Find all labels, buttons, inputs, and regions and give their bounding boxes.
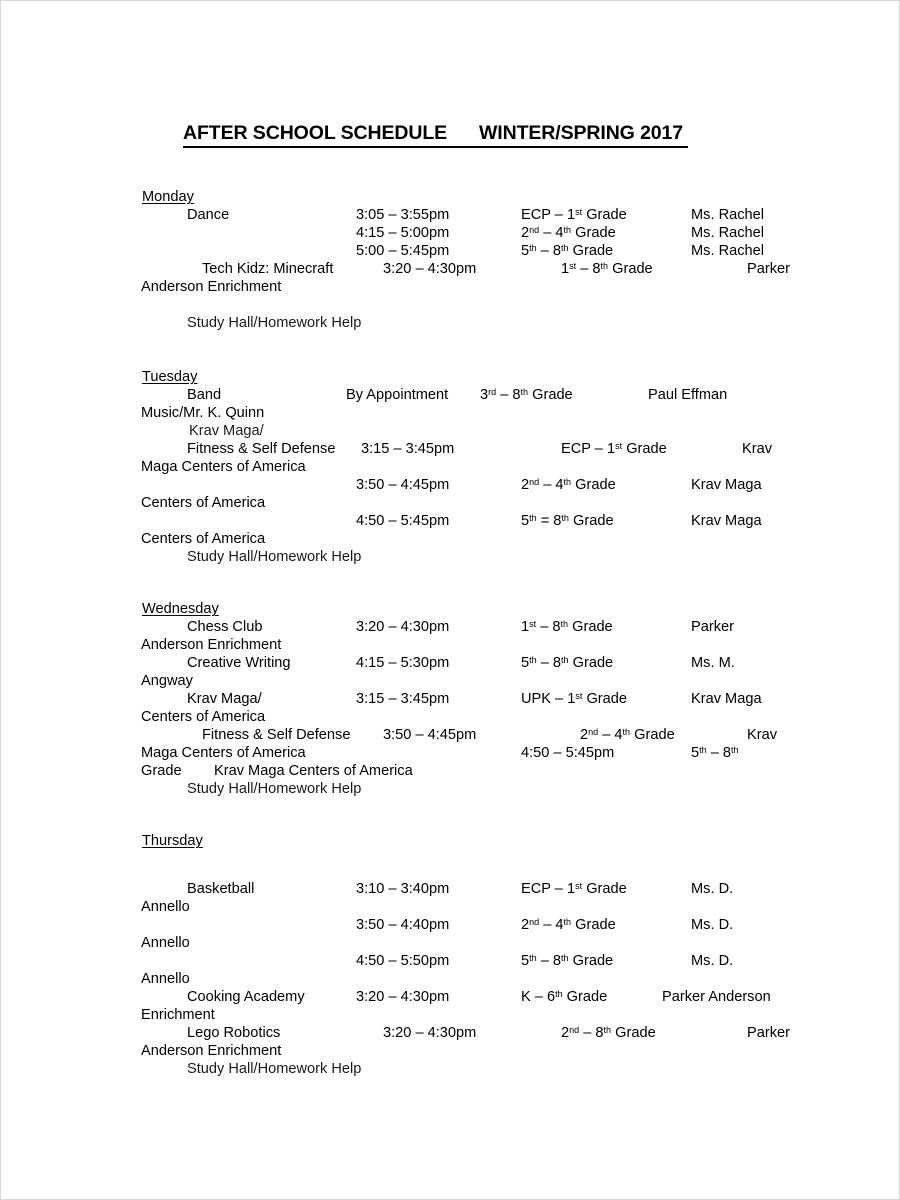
- activity-name: Krav Maga/: [187, 691, 262, 708]
- time-range: 5:00 – 5:45pm: [356, 243, 450, 260]
- table-row: [142, 1024, 790, 1042]
- table-row: [142, 242, 782, 260]
- table-row: [142, 880, 782, 898]
- wrapped-text: Centers of America: [141, 709, 266, 726]
- instructor-name: Ms. D.: [691, 881, 734, 898]
- activity-name: Cooking Academy: [187, 989, 305, 1006]
- wrapped-text: Maga Centers of America: [141, 745, 306, 762]
- wrapped-text: Enrichment: [141, 1007, 215, 1024]
- instructor-name: Parker: [691, 619, 734, 636]
- wrapped-text: Grade Krav Maga Centers of America: [141, 763, 413, 780]
- grade-range: 5th – 8th: [691, 745, 739, 762]
- day-label: Tuesday: [142, 369, 198, 386]
- krav-maga-label: Krav Maga/: [189, 423, 264, 440]
- grade-range: 3rd – 8th Grade: [480, 387, 573, 404]
- time-range: 3:20 – 4:30pm: [356, 989, 450, 1006]
- time-range: 3:15 – 3:45pm: [361, 441, 455, 458]
- study-hall-entry: Study Hall/Homework Help: [187, 549, 362, 566]
- day-heading-tuesday: [142, 368, 782, 386]
- instructor-name: Ms. D.: [691, 953, 734, 970]
- time-range: By Appointment: [346, 387, 449, 404]
- grade-range: 2nd – 4th Grade: [521, 477, 616, 494]
- time-range: 4:50 – 5:50pm: [356, 953, 450, 970]
- time-range: 4:50 – 5:45pm: [356, 513, 450, 530]
- instructor-name: Ms. M.: [691, 655, 735, 672]
- instructor-name: Krav Maga: [691, 513, 762, 530]
- grade-range: ECP – 1st Grade: [561, 441, 667, 458]
- activity-name: Fitness & Self Defense: [187, 441, 336, 458]
- instructor-name: Parker: [747, 1025, 790, 1042]
- wrapped-text: Annello: [141, 935, 190, 952]
- instructor-name: Paul Effman: [648, 387, 728, 404]
- wrapped-text: Anderson Enrichment: [141, 1043, 282, 1060]
- day-label: Wednesday: [142, 601, 219, 618]
- wrapped-text: Centers of America: [141, 495, 266, 512]
- table-row: [142, 206, 782, 224]
- activity-name: Basketball: [187, 881, 255, 898]
- grade-range: 2nd – 4th Grade: [521, 917, 616, 934]
- schedule-body: [141, 121, 790, 1078]
- activity-name: Dance: [187, 207, 230, 224]
- table-row: [142, 744, 782, 762]
- table-row: [142, 476, 782, 494]
- spacer: [142, 296, 782, 314]
- table-row: [142, 988, 782, 1006]
- wrapped-text: Annello: [141, 899, 190, 916]
- grade-range: ECP – 1st Grade: [521, 207, 627, 224]
- grade-range: 2nd – 4th Grade: [521, 225, 616, 242]
- wrapped-text: Maga Centers of America: [141, 459, 306, 476]
- instructor-name: Ms. D.: [691, 917, 734, 934]
- time-range: 3:20 – 4:30pm: [383, 1025, 477, 1042]
- spacer: [142, 166, 782, 188]
- grade-range: 5th – 8th Grade: [521, 655, 614, 672]
- time-range: 3:50 – 4:40pm: [356, 917, 450, 934]
- activity-name: Fitness & Self Defense: [202, 727, 351, 744]
- activity-name: Chess Club: [187, 619, 263, 636]
- activity-name: Lego Robotics: [187, 1025, 281, 1042]
- table-row: [142, 690, 782, 708]
- table-row: [142, 386, 782, 404]
- activity-name: Tech Kidz: Minecraft: [202, 261, 334, 278]
- activity-name: Creative Writing: [187, 655, 291, 672]
- instructor-name: Ms. Rachel: [691, 207, 764, 224]
- page-title-wrapper: [142, 121, 782, 148]
- spacer: [142, 584, 782, 600]
- day-label: Monday: [142, 189, 194, 206]
- grade-range: 2nd – 4th Grade: [580, 727, 675, 744]
- instructor-name: Parker Anderson: [662, 989, 771, 1006]
- grade-range: 5th – 8th Grade: [521, 953, 614, 970]
- spacer: [142, 566, 782, 584]
- grade-range: 5th = 8th Grade: [521, 513, 614, 530]
- time-range: 3:15 – 3:45pm: [356, 691, 450, 708]
- spacer: [142, 350, 782, 368]
- grade-range: K – 6th Grade: [521, 989, 608, 1006]
- study-hall-entry: Study Hall/Homework Help: [187, 315, 362, 332]
- page-title: AFTER SCHOOL SCHEDULE WINTER/SPRING 2017: [183, 121, 688, 148]
- instructor-name: Krav: [747, 727, 778, 744]
- table-row: [142, 224, 782, 242]
- table-row: [142, 952, 782, 970]
- table-row: [142, 916, 782, 934]
- wrapped-text: Anderson Enrichment: [141, 279, 282, 296]
- instructor-name: Parker: [747, 261, 790, 278]
- table-row: [142, 654, 782, 672]
- time-range: 3:05 – 3:55pm: [356, 207, 450, 224]
- wrapped-text: Angway: [141, 673, 193, 690]
- spacer: [142, 816, 782, 832]
- grade-range: UPK – 1st Grade: [521, 691, 628, 708]
- spacer: [142, 850, 782, 880]
- grade-range: ECP – 1st Grade: [521, 881, 627, 898]
- wrapped-text: Annello: [141, 971, 190, 988]
- time-range: 3:20 – 4:30pm: [356, 619, 450, 636]
- wrapped-text: Anderson Enrichment: [141, 637, 282, 654]
- table-row: [142, 512, 782, 530]
- spacer: [142, 148, 782, 166]
- spacer: [142, 332, 782, 350]
- study-hall-entry: Study Hall/Homework Help: [187, 1061, 362, 1078]
- table-row: [142, 440, 782, 458]
- wrapped-text: Centers of America: [141, 531, 266, 548]
- spacer: [142, 798, 782, 816]
- time-range: 4:15 – 5:30pm: [356, 655, 450, 672]
- table-row: [142, 726, 782, 744]
- wrapped-text: Music/Mr. K. Quinn: [141, 405, 265, 422]
- grade-range: 1st – 8th Grade: [561, 261, 653, 278]
- study-hall-entry: Study Hall/Homework Help: [187, 781, 362, 798]
- time-range: 3:20 – 4:30pm: [383, 261, 477, 278]
- day-heading-thursday: [142, 832, 782, 850]
- day-heading-wednesday: [142, 600, 782, 618]
- instructor-name: Krav Maga: [691, 691, 762, 708]
- instructor-name: Krav Maga: [691, 477, 762, 494]
- instructor-name: Ms. Rachel: [691, 243, 764, 260]
- time-range: 3:10 – 3:40pm: [356, 881, 450, 898]
- instructor-name: Ms. Rachel: [691, 225, 764, 242]
- grade-range: 5th – 8th Grade: [521, 243, 614, 260]
- time-range: 3:50 – 4:45pm: [356, 477, 450, 494]
- time-range: 4:15 – 5:00pm: [356, 225, 450, 242]
- table-row: [142, 618, 782, 636]
- grade-range: 1st – 8th Grade: [521, 619, 613, 636]
- grade-range: 2nd – 8th Grade: [561, 1025, 656, 1042]
- table-row: [142, 260, 790, 278]
- day-heading-monday: [142, 188, 782, 206]
- time-range: 3:50 – 4:45pm: [383, 727, 477, 744]
- activity-name: Band: [187, 387, 222, 404]
- instructor-name: Krav: [742, 441, 773, 458]
- time-range: 4:50 – 5:45pm: [521, 745, 615, 762]
- day-label: Thursday: [142, 833, 203, 850]
